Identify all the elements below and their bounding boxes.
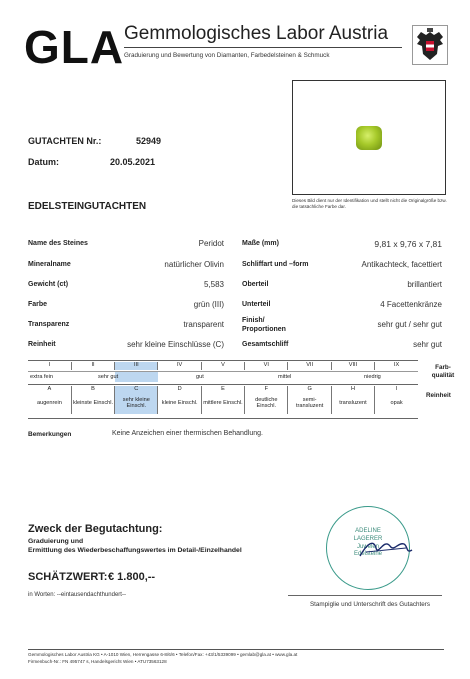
finish-label: Finish/ Proportionen xyxy=(242,317,286,334)
color-grade-cell: VIII xyxy=(331,362,374,370)
clarity-scale-title: Reinheit xyxy=(426,392,451,399)
color-grade-cell: V xyxy=(201,362,244,370)
clarity-desc-cell: semi-transluzent xyxy=(288,394,331,414)
color-grade-table xyxy=(28,362,418,370)
pavilion-label: Unterteil xyxy=(242,301,271,308)
scale-bottom-rule xyxy=(28,418,418,419)
gem-photo xyxy=(356,126,382,150)
color-grade-cell: IX xyxy=(375,362,418,370)
crown-value: brillantiert xyxy=(407,280,442,289)
clarity-description-row xyxy=(28,394,418,414)
dimensions-value: 9,81 x 9,76 x 7,81 xyxy=(374,239,442,249)
valuation-label: SCHÄTZWERT: xyxy=(28,571,108,583)
clarity-desc-cell: kleine Einschl. xyxy=(158,394,201,414)
clarity-grade-cell-selected: C xyxy=(115,386,158,394)
weight-label: Gewicht (ct) xyxy=(28,281,69,288)
footer-address: Gemmologisches Labor Austria KG • A-1010 Wien, Herrengasse 6-8/6/6 • Telefon/Fax: +43/1/5339099 • gemlab@gla.at • www.gla.at xyxy=(28,652,298,657)
color-grade-cell-selected: III xyxy=(115,362,158,370)
color-grade-row xyxy=(28,362,418,370)
gla-logo: GLA xyxy=(24,21,125,73)
clarity-grade-cell: G xyxy=(288,386,331,394)
clarity-desc-cell: augenrein xyxy=(36,400,62,407)
color-grade-cell: VII xyxy=(288,362,331,370)
stamp-caption: Stampiglie und Unterschrift des Gutachters xyxy=(309,601,431,608)
clarity-grade-cell: D xyxy=(158,386,201,394)
clarity-grade-cell: I xyxy=(375,386,418,394)
color-selected-band xyxy=(115,372,158,382)
clarity-desc-cell: deutliche Einschl. xyxy=(245,394,288,414)
austrian-eagle-icon xyxy=(412,25,448,65)
clarity-desc-cell-selected: sehr kleine Einschl. xyxy=(115,394,158,414)
purpose-title: Zweck der Begutachtung: xyxy=(28,523,163,535)
footer-registration: Firmenbuch-Nr.: FN 495747 s, Handelsgericht Wien • ATU73563128 xyxy=(28,659,167,664)
certificate-number-label: GUTACHTEN Nr.: xyxy=(28,136,102,146)
dimensions-label: Maße (mm) xyxy=(242,240,279,247)
weight-value: 5,583 xyxy=(203,280,224,289)
clarity-grade-cell: A xyxy=(47,386,52,393)
cut-label: Schliffart und –form xyxy=(242,261,309,268)
header-rule xyxy=(124,47,402,48)
mineral-name-label: Mineralname xyxy=(28,261,71,268)
clarity-grade-cell: E xyxy=(201,386,244,394)
color-desc-extra-fine: extra fein xyxy=(30,374,54,380)
footer-rule xyxy=(28,649,444,650)
overall-cut-value: sehr gut xyxy=(413,340,442,349)
scale-top-rule xyxy=(28,360,418,361)
remarks-text: Keine Anzeichen einer thermischen Behandlung. xyxy=(112,430,263,437)
finish-value: sehr gut / sehr gut xyxy=(377,320,442,329)
color-desc-good: gut xyxy=(196,374,204,380)
certificate-date: 20.05.2021 xyxy=(110,157,156,167)
color-grade-cell: VI xyxy=(245,362,288,370)
clarity-desc-cell: transluzent xyxy=(331,394,374,414)
remarks-label: Bemerkungen xyxy=(28,431,72,438)
date-label: Datum: xyxy=(28,157,59,167)
clarity-grade-cell: B xyxy=(71,386,114,394)
stone-name-value: Peridot xyxy=(198,239,224,248)
crown-label: Oberteil xyxy=(242,281,269,288)
stamp-text: ADELINE LAGERER Juwelen Edelsteine xyxy=(353,528,383,558)
signature-line xyxy=(288,595,442,596)
purpose-line-2: Ermittlung des Wiederbeschaffungswertes im Detail-/Einzelhandel xyxy=(28,547,242,554)
color-desc-medium: mittel xyxy=(278,374,292,380)
color-value: grün (III) xyxy=(193,300,224,309)
color-desc-very-good: sehr gut xyxy=(98,374,119,380)
clarity-grade-cell: H xyxy=(331,386,374,394)
color-label: Farbe xyxy=(28,301,48,308)
color-grade-cell: IV xyxy=(158,362,201,370)
purpose-line-1: Graduierung und xyxy=(28,538,84,545)
clarity-desc-cell: kleinste Einschl. xyxy=(71,394,114,414)
clarity-grade-row xyxy=(28,386,418,394)
clarity-grade-cell: F xyxy=(245,386,288,394)
certificate-type-title: EDELSTEINGUTACHTEN xyxy=(28,201,147,212)
cut-value: Antikachteck, facettiert xyxy=(361,260,442,269)
certificate-number: 52949 xyxy=(136,136,162,146)
overall-cut-label: Gesamtschliff xyxy=(242,341,289,348)
pavilion-value: 4 Facettenkränze xyxy=(380,300,442,309)
clarity-value: sehr kleine Einschlüsse (C) xyxy=(127,340,224,349)
lab-name: Gemmologisches Labor Austria xyxy=(124,23,389,44)
lab-tagline: Graduierung und Bewertung von Diamanten, Farbedelsteinen & Schmuck xyxy=(124,52,330,59)
color-desc-low: niedrig xyxy=(364,374,381,380)
mineral-name-value: natürlicher Olivin xyxy=(164,260,224,269)
color-description-row xyxy=(28,372,418,382)
transparency-value: transparent xyxy=(183,320,224,329)
color-quality-title: Farb-qualität xyxy=(431,364,455,380)
clarity-label: Reinheit xyxy=(28,341,56,348)
stone-name-label: Name des Steines xyxy=(28,240,88,247)
transparency-label: Transparenz xyxy=(28,321,70,328)
clarity-desc-cell: opak xyxy=(375,394,418,414)
photo-disclaimer: Dieses Bild dient nur der Identifikation und stellt nicht die Originalgröße bzw. die tatsächliche Farbe dar. xyxy=(292,198,447,210)
valuation-amount: € 1.800,-- xyxy=(108,571,156,583)
color-grade-cell: II xyxy=(71,362,114,370)
color-grade-cell: I xyxy=(48,362,51,369)
appraiser-signature xyxy=(356,534,416,564)
valuation-in-words: in Worten: --eintausendachthundert-- xyxy=(28,592,126,598)
clarity-desc-cell: mittlere Einschl. xyxy=(201,394,244,414)
clarity-scale-rule xyxy=(28,384,418,385)
clarity-grade-table xyxy=(28,386,418,414)
